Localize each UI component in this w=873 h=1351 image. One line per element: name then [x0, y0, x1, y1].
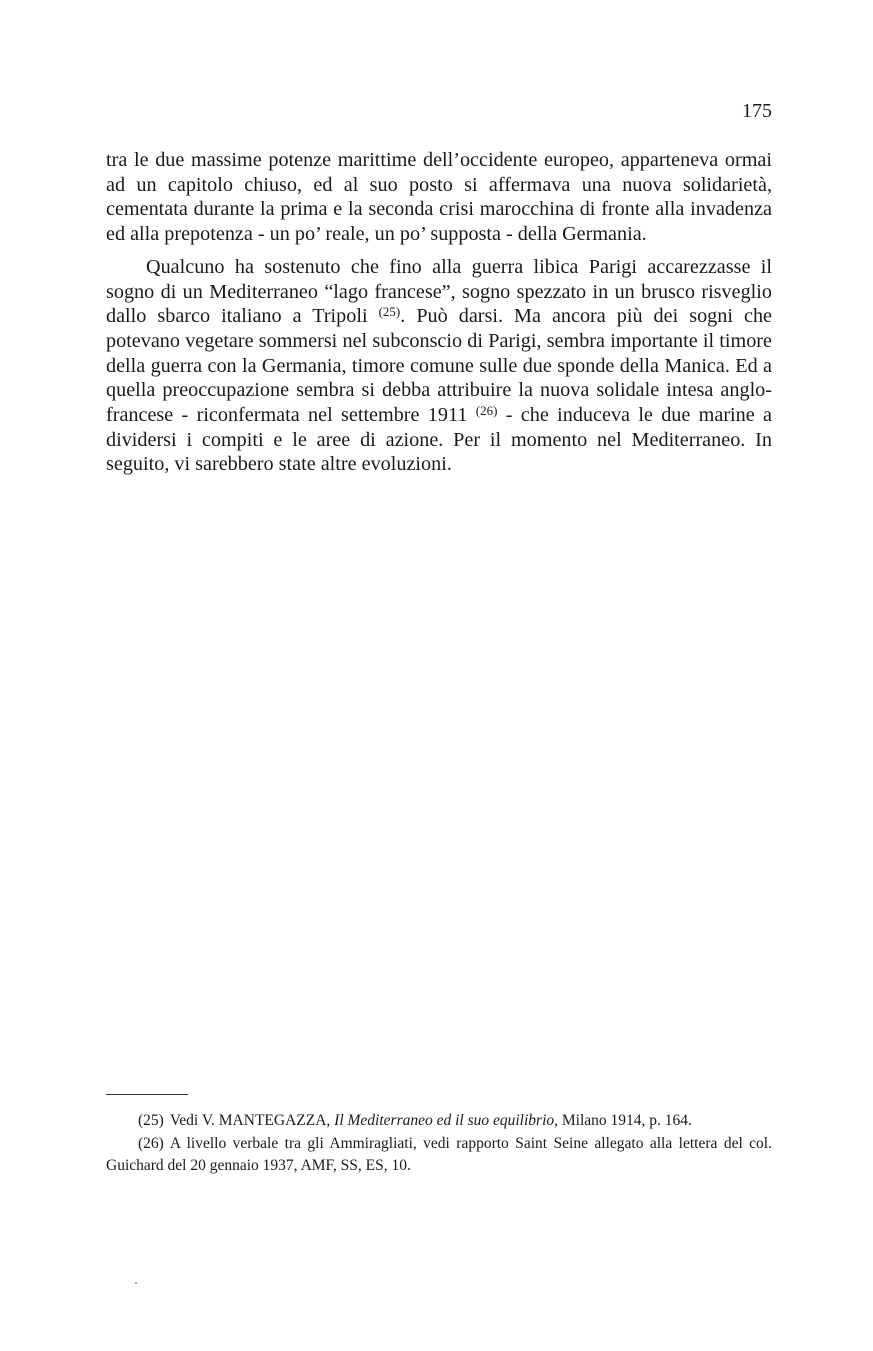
- footnote-reference-25: (25): [378, 304, 401, 320]
- footnote-number: (25): [138, 1112, 164, 1129]
- paragraph-1: tra le due massime potenze marittime dell’occidente europeo, apparteneva ormai ad un capitolo chiuso, ed al suo posto si affermava una nuova solidarietà, cementata durante la prima e la seconda crisi marocchina di fronte alla invadenza ed alla prepotenza - un po’ reale, un po’ supposta - della Germania.: [106, 149, 772, 246]
- footnote-25: [106, 1110, 772, 1132]
- scan-speck: [135, 1282, 137, 1284]
- paragraph-2-part-1: Qualcuno ha sostenuto che fino alla guerra libica Parigi accarezzasse il sogno di un Mediterraneo “lago francese”, sogno spezzato in un brusco risveglio dallo sbarco italiano a Tripoli: [106, 255, 772, 328]
- footnote-text-before: Vedi V. MANTEGAZZA,: [169, 1112, 335, 1129]
- paragraph-2-part-3: - che induceva le due marine a dividersi i compiti e le aree di azione. Per il momento nel Mediterraneo. In seguito, vi sarebbero state altre evoluzioni.: [106, 404, 773, 476]
- footnote-separator: [106, 1094, 188, 1095]
- footnotes: [106, 1110, 772, 1178]
- paragraph-2-part-2: . Può darsi. Ma ancora più dei sogni che potevano vegetare sommersi nel subconscio di Parigi, sembra importante il timore della guerra con la Germania, timore comune sulle due sponde della Manica. Ed a quella preoccupazione sembra si debba attribuire la nuova solidale intesa anglo-francese - riconfermata nel settembre 1911: [106, 305, 772, 427]
- paragraph-2: [106, 255, 772, 477]
- footnote-text-after: , Milano 1914, p. 164.: [554, 1112, 692, 1129]
- footnote-text: A livello verbale tra gli Ammiragliati, vedi rapporto Saint Seine allegato alla lettera del col. Guichard del 20 gennaio 1937, AMF, SS, ES, 10.: [106, 1135, 772, 1174]
- page-number: 175: [742, 100, 772, 122]
- footnote-number: (26): [138, 1135, 164, 1152]
- main-text: [106, 148, 772, 477]
- footnote-reference-26: (26): [475, 403, 498, 419]
- footnote-title: Il Mediterraneo ed il suo equilibrio: [334, 1112, 555, 1129]
- footnote-26: [106, 1133, 772, 1177]
